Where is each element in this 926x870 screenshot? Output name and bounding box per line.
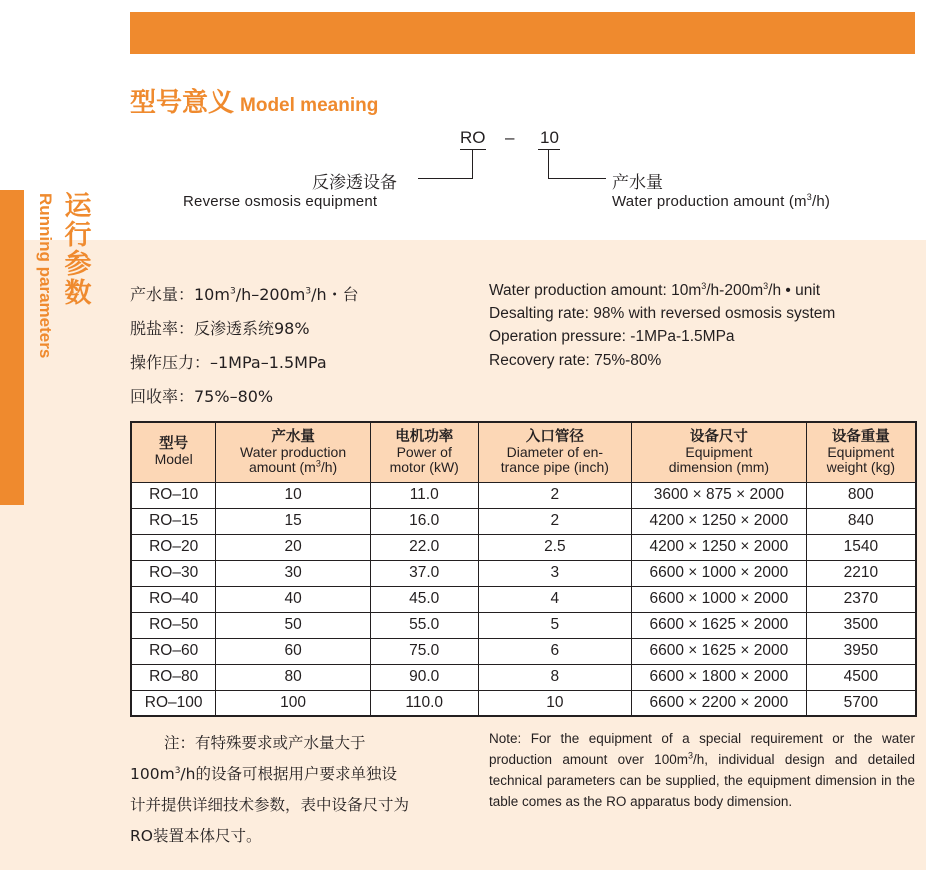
cell-power: 75.0 (370, 638, 478, 664)
cell-power: 90.0 (370, 664, 478, 690)
cell-production: 80 (216, 664, 371, 690)
table-row (131, 638, 916, 664)
cell-model: RO–30 (131, 560, 216, 586)
cell-diameter: 3 (478, 560, 632, 586)
param-production-zh: 产水量：$10m^3/h-200m^3/h$・台 (130, 285, 359, 304)
cell-weight: 2210 (806, 560, 916, 586)
note-zh: 注：有特殊要求或产水量大于$100m^3/h$的设备可根据用户要求单独设计并提供详细技术参数，表中设备尺寸为RO装置本体尺寸。 (130, 734, 410, 845)
cell-dimension: 6600 × 1625 × 2000 (632, 612, 807, 638)
cell-dimension: 3600 × 875 × 2000 (632, 482, 807, 508)
table-row (131, 560, 916, 586)
side-accent-strip (0, 190, 24, 505)
cell-dimension: 6600 × 2200 × 2000 (632, 690, 807, 716)
cell-diameter: 8 (478, 664, 632, 690)
cell-weight: 2370 (806, 586, 916, 612)
cell-model: RO–15 (131, 508, 216, 534)
header-weight: 设备重量 Equipment weight (kg) (806, 422, 916, 482)
cell-dimension: 6600 × 1000 × 2000 (632, 586, 807, 612)
cell-weight: 840 (806, 508, 916, 534)
param-desalting-zh: 脱盐率：反渗透系统98% (130, 319, 310, 338)
cell-model: RO–60 (131, 638, 216, 664)
cell-weight: 3500 (806, 612, 916, 638)
cell-model: RO–50 (131, 612, 216, 638)
model-code-prefix: RO (460, 128, 486, 147)
cell-model: RO–80 (131, 664, 216, 690)
model-meaning-title-zh: 型号意义 (130, 88, 235, 118)
model-meaning-title-en: Model meaning (240, 95, 379, 116)
cell-power: 37.0 (370, 560, 478, 586)
cell-power: 55.0 (370, 612, 478, 638)
model-code-number: 10 (540, 128, 559, 147)
number-label-en: Water production amount $(m^3/h)$ (612, 192, 831, 210)
table-row (131, 508, 916, 534)
param-pressure-zh: 操作压力：–1MPa–1.5MPa (130, 353, 327, 372)
cell-diameter: 5 (478, 612, 632, 638)
cell-production: 50 (216, 612, 371, 638)
cell-weight: 5700 (806, 690, 916, 716)
cell-dimension: 6600 × 1000 × 2000 (632, 560, 807, 586)
cell-power: 110.0 (370, 690, 478, 716)
cell-production: 60 (216, 638, 371, 664)
cell-model: RO–40 (131, 586, 216, 612)
table-header-row (131, 422, 916, 482)
cell-power: 16.0 (370, 508, 478, 534)
table-row (131, 664, 916, 690)
cell-diameter: 10 (478, 690, 632, 716)
header-dimension: 设备尺寸 Equipment dimension (mm) (632, 422, 807, 482)
cell-diameter: 2.5 (478, 534, 632, 560)
prefix-label-zh: 反渗透设备 (312, 173, 397, 193)
table-row (131, 534, 916, 560)
header-diameter: 入口管径 Diameter of en- trance pipe (inch) (478, 422, 632, 482)
cell-production: 40 (216, 586, 371, 612)
cell-model: RO–10 (131, 482, 216, 508)
cell-production: 15 (216, 508, 371, 534)
table-row (131, 482, 916, 508)
cell-production: 30 (216, 560, 371, 586)
cell-model: RO–20 (131, 534, 216, 560)
header-production: 产水量 Water production amount $(m^3/h)$ (216, 422, 371, 482)
prefix-connector-vertical (472, 149, 473, 179)
table-row (131, 586, 916, 612)
header-power: 电机功率 Power of motor (kW) (370, 422, 478, 482)
top-accent-bar (130, 12, 915, 54)
cell-dimension: 6600 × 1800 × 2000 (632, 664, 807, 690)
cell-dimension: 4200 × 1250 × 2000 (632, 534, 807, 560)
cell-dimension: 6600 × 1625 × 2000 (632, 638, 807, 664)
param-desalting-en: Desalting rate: 98% with reversed osmosis system (489, 305, 836, 322)
cell-production: 100 (216, 690, 371, 716)
cell-diameter: 2 (478, 508, 632, 534)
number-connector-horizontal (548, 178, 606, 179)
model-code-dash: – (505, 128, 515, 147)
prefix-label-en: Reverse osmosis equipment (183, 193, 378, 210)
cell-diameter: 4 (478, 586, 632, 612)
cell-weight: 1540 (806, 534, 916, 560)
table-row (131, 690, 916, 716)
spec-table (130, 421, 917, 717)
note-en: Note: For the equipment of a special requirement or the water production amount over $100m^3/h$, individual design and detailed technical parameters can be supplied, the equipment dimension in the table comes as the RO apparatus body dimension. (489, 731, 915, 809)
cell-production: 20 (216, 534, 371, 560)
model-meaning-title (130, 82, 378, 119)
cell-dimension: 4200 × 1250 × 2000 (632, 508, 807, 534)
prefix-connector-horizontal (418, 178, 473, 179)
cell-weight: 800 (806, 482, 916, 508)
number-label-zh: 产水量 (612, 173, 663, 193)
running-parameters-title-zh: 运行参数 (64, 191, 92, 309)
cell-power: 45.0 (370, 586, 478, 612)
cell-model: RO–100 (131, 690, 216, 716)
cell-diameter: 6 (478, 638, 632, 664)
cell-power: 22.0 (370, 534, 478, 560)
cell-diameter: 2 (478, 482, 632, 508)
number-connector-vertical (548, 149, 549, 179)
cell-power: 11.0 (370, 482, 478, 508)
cell-weight: 3950 (806, 638, 916, 664)
header-model: 型号 Model (131, 422, 216, 482)
param-pressure-en: Operation pressure: -1MPa-1.5MPa (489, 328, 735, 345)
param-production-en: Water production amount: $10m^3/h-200m^3/h$ • unit (489, 280, 821, 299)
table-row (131, 612, 916, 638)
param-recovery-zh: 回收率：75%–80% (130, 387, 274, 406)
cell-production: 10 (216, 482, 371, 508)
param-recovery-en: Recovery rate: 75%-80% (489, 352, 662, 369)
cell-weight: 4500 (806, 664, 916, 690)
running-parameters-title-en: Running parameters (36, 193, 55, 359)
